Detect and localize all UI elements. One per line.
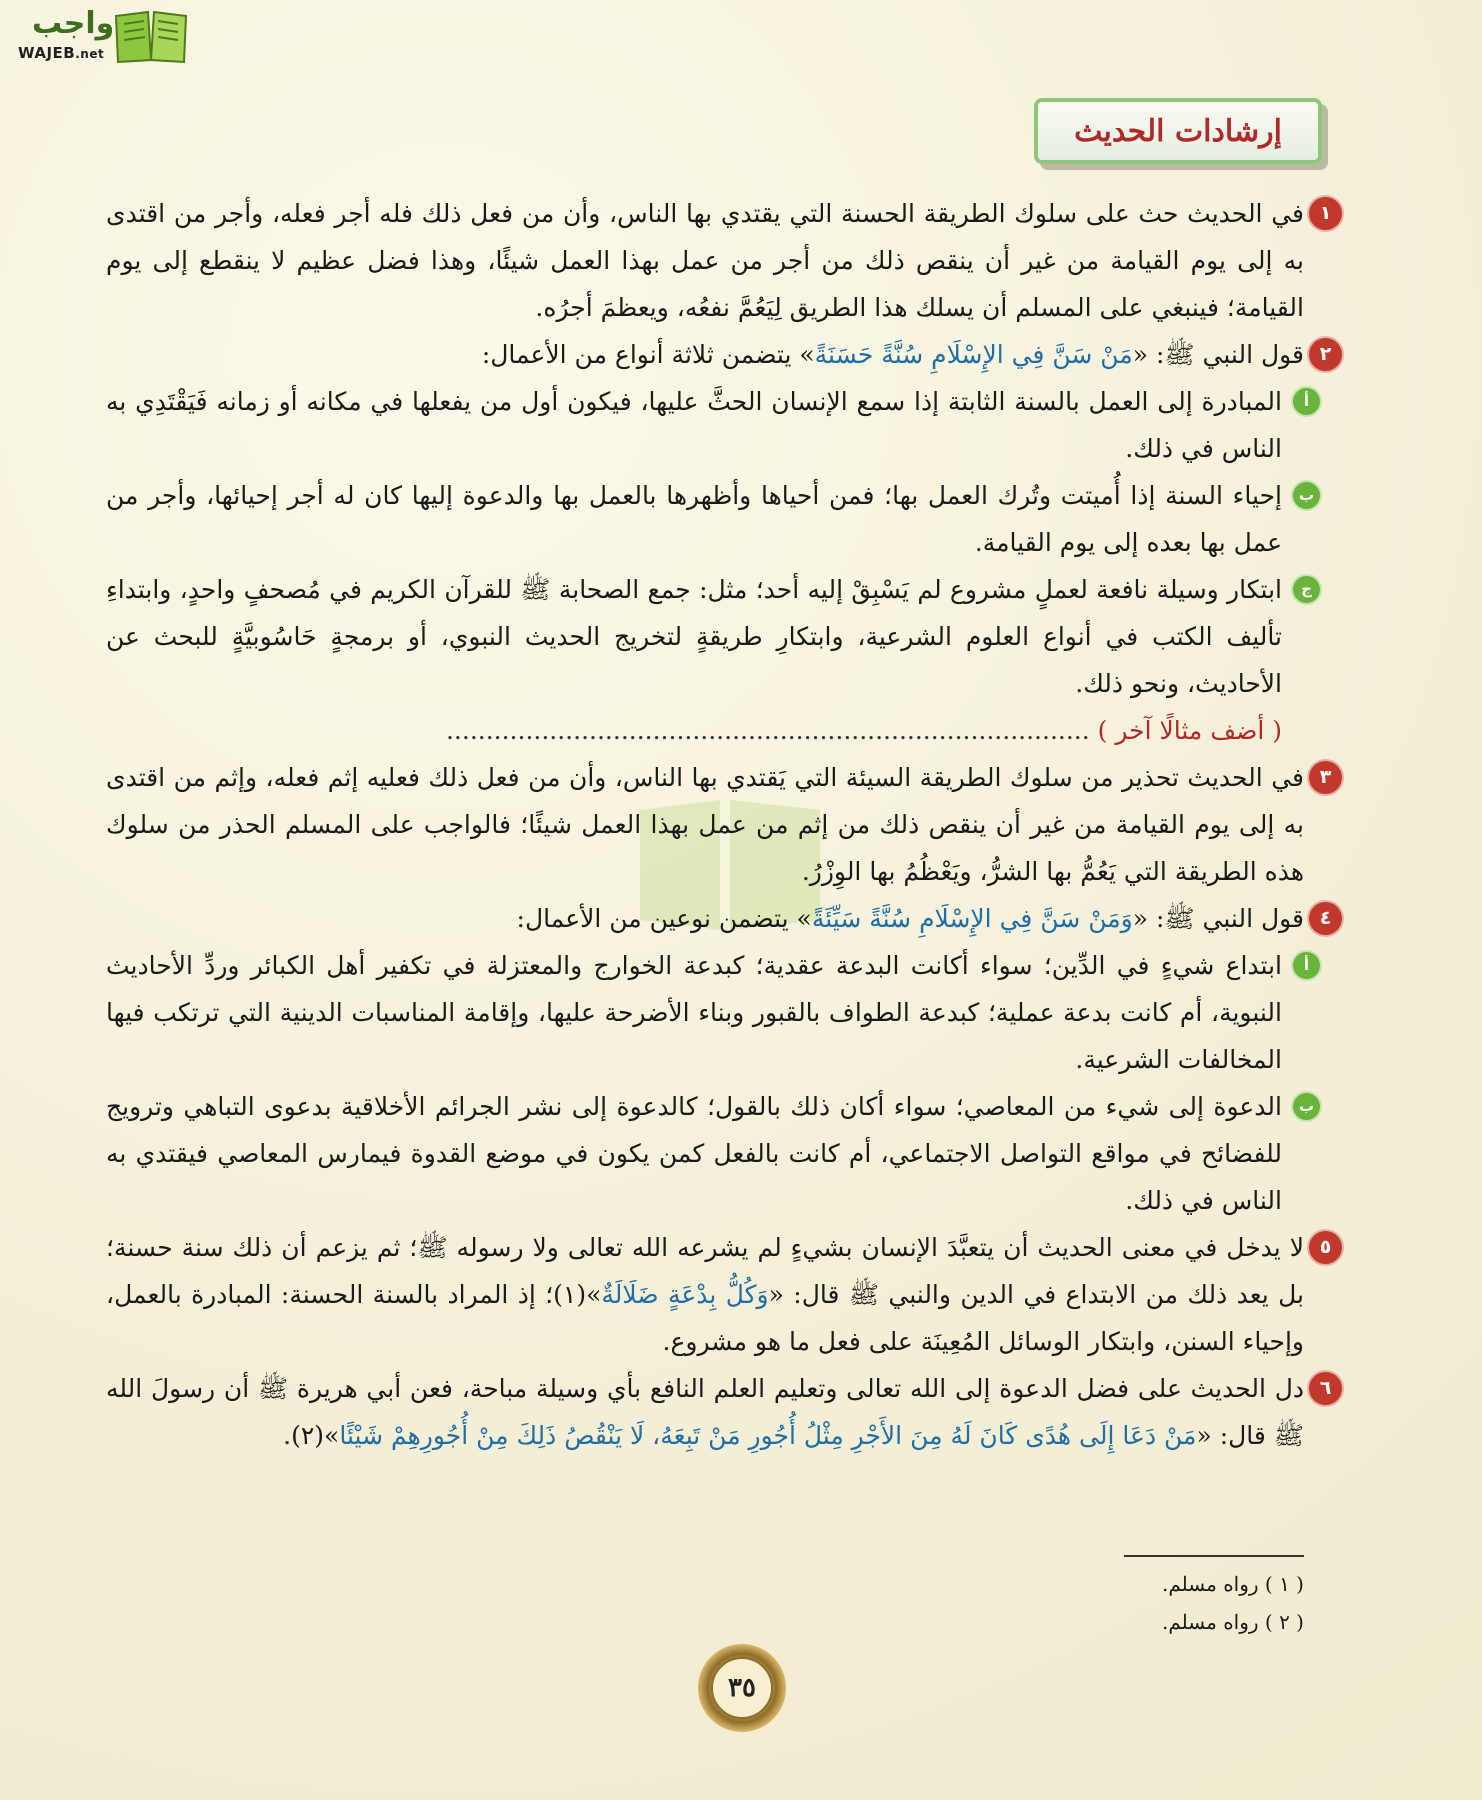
section-title: إرشادات الحديث <box>1034 98 1322 164</box>
page-number-badge <box>698 1644 786 1732</box>
logo-arabic-text: واجب <box>32 6 115 41</box>
item-number-badge: ٥ <box>1309 1231 1342 1264</box>
item-text: لا يدخل في معنى الحديث أن يتعبَّدَ الإنسان بشيءٍ لم يشرعه الله تعالى ولا رسوله ﷺ؛ ثم يزعم أن ذلك سنة حسنة؛ بل يعد ذلك من الابتداع في الدين والنبي ﷺ قال: «وَكُلُّ بِدْعَةٍ ضَلَالَةٌ»(١)؛ إذ المراد بالسنة الحسنة: المبادرة بالعمل، وإحياء السنن، وابتكار الوسائل المُعِينَة على فعل ما هو مشروع. <box>106 1233 1304 1356</box>
item-number-badge: ١ <box>1309 197 1342 230</box>
item-text: دل الحديث على فضل الدعوة إلى الله تعالى وتعليم العلم النافع بأي وسيلة مباحة، فعن أبي هريرة ﷺ أن رسولَ الله ﷺ قال: «مَنْ دَعَا إِلَى هُدًى كَانَ لَهُ مِنَ الأَجْرِ مِثْلُ أُجُورِ مَنْ تَبِعَهُ، لَا يَنْقُصُ ذَلِكَ مِنْ أُجُورِهِمْ شَيْئًا»(٢). <box>106 1374 1304 1450</box>
sub-item-a <box>106 942 1310 1083</box>
sub-letter-badge: أ <box>1293 952 1320 979</box>
item-text: في الحديث تحذير من سلوك الطريقة السيئة التي يَقتدي بها الناس، وأن من فعل ذلك فعليه إثم فعله، وإثم من اقتدى به إلى يوم القيامة من غير أن ينقص ذلك من إثم من عمل بهذا العمل شيئًا؛ فالواجب على المسلم الحذر من سلوك هذه الطريقة التي يَعُمُّ بها الشرُّ، ويَعْظُمُ بها الوِزْرُ. <box>106 763 1304 886</box>
logo-latin-text: WAJEB.net <box>18 44 105 62</box>
sub-letter-badge: أ <box>1293 388 1320 415</box>
item-number-badge: ٦ <box>1309 1372 1342 1405</box>
guidance-item-6 <box>106 1365 1332 1459</box>
guidance-item-4 <box>106 895 1332 1224</box>
guidance-item-5 <box>106 1224 1332 1365</box>
sub-item-c <box>106 566 1312 754</box>
sub-item-text: ابتكار وسيلة نافعة لعملٍ مشروع لم يَسْبِقْ إليه أحد؛ مثل: جمع الصحابة ﷺ للقرآن الكريم في مُصحفٍ واحدٍ، وابتداءِ تأليف الكتب في أنواع العلوم الشرعية، وابتكارِ طريقةٍ لتخريج الحديث النبوي، أو برمجةٍ حَاسُوبيَّةٍ للبحث عن الأحاديث، ونحو ذلك. <box>106 575 1282 698</box>
answer-dotted-line[interactable]: ................................................................................. <box>445 716 1090 745</box>
guidance-item-3 <box>106 754 1332 895</box>
page-number: ٣٥ <box>711 1657 773 1719</box>
sub-item-text: المبادرة إلى العمل بالسنة الثابتة إذا سمع الإنسان الحثَّ عليها، فيكون أول من يفعلها في مكانه أو زمانه فَيَقْتَدِي به الناس في ذلك. <box>106 387 1282 463</box>
add-example-prompt[interactable]: ( أضف مثالًا آخر ) ................................................................................. <box>445 716 1282 745</box>
sub-item-b <box>106 472 1315 566</box>
book-logo-icon <box>112 6 190 66</box>
wajeb-logo[interactable] <box>10 6 190 68</box>
item-number-badge: ٢ <box>1309 338 1342 371</box>
item-text: قول النبي ﷺ: «وَمَنْ سَنَّ فِي الإِسْلَامِ سُنَّةً سَيِّئَةً» يتضمن نوعين من الأعمال: <box>516 904 1304 933</box>
sub-item-text: إحياء السنة إذا أُميتت وتُرك العمل بها؛ فمن أحياها وأظهرها بالعمل بها والدعوة إليها كان له أجر إحيائها، وأجر من عمل بها بعده إلى يوم القيامة. <box>106 481 1282 557</box>
hadith-quote: مَنْ سَنَّ فِي الإِسْلَامِ سُنَّةً حَسَنَةً <box>814 340 1133 369</box>
footnote-1: ( ١ ) رواه مسلم. <box>1162 1572 1304 1596</box>
content-area <box>106 190 1332 1459</box>
hadith-quote: وَمَنْ سَنَّ فِي الإِسْلَامِ سُنَّةً سَيِّئَةً <box>811 904 1133 933</box>
footnotes <box>1162 1565 1304 1641</box>
hadith-quote: وَكُلُّ بِدْعَةٍ ضَلَالَةٌ <box>601 1280 769 1309</box>
sub-letter-badge: ج <box>1293 576 1320 603</box>
sub-item-b <box>106 1083 1315 1224</box>
sub-item-a <box>106 378 1310 472</box>
sub-item-text: ابتداع شيءٍ في الدِّين؛ سواء أكانت البدعة عقدية؛ كبدعة الخوارج والمعتزلة في تكفير أهل الكبائر وردِّ الأحاديث النبوية، أم كانت بدعة عملية؛ كبدعة الطواف بالقبور وبناء الأضرحة عليها، وإقامة المناسبات الدينية التي ترتكب فيها المخالفات الشرعية. <box>106 951 1282 1074</box>
footnote-divider <box>1124 1555 1304 1557</box>
item-number-badge: ٣ <box>1309 761 1342 794</box>
item-text: في الحديث حث على سلوك الطريقة الحسنة التي يقتدي بها الناس، وأن من فعل ذلك فله أجر فعله، وأجر من اقتدى به إلى يوم القيامة من غير أن ينقص ذلك من أجر من عمل بهذا العمل شيئًا، وهذا فضل عظيم لا ينقطع إلى يوم القيامة؛ فينبغي على المسلم أن يسلك هذا الطريق لِيَعُمَّ نفعُه، ويعظمَ أجرُه. <box>106 199 1305 322</box>
item-number-badge: ٤ <box>1309 902 1342 935</box>
hadith-quote: مَنْ دَعَا إِلَى هُدًى كَانَ لَهُ مِنَ الأَجْرِ مِثْلُ أُجُورِ مَنْ تَبِعَهُ، لَا يَنْقُصُ ذَلِكَ مِنْ أُجُورِهِمْ شَيْئًا <box>339 1421 1197 1450</box>
sub-item-text: الدعوة إلى شيء من المعاصي؛ سواء أكان ذلك بالقول؛ كالدعوة إلى نشر الجرائم الأخلاقية بدعوى التباهي وترويج للفضائح في مواقع التواصل الاجتماعي، أم كانت بالفعل كمن يكون في موضع القدوة فيمارس المعاصي فيقتدي به الناس في ذلك. <box>106 1092 1282 1215</box>
footnote-2: ( ٢ ) رواه مسلم. <box>1162 1610 1304 1634</box>
item-text: قول النبي ﷺ: «مَنْ سَنَّ فِي الإِسْلَامِ سُنَّةً حَسَنَةً» يتضمن ثلاثة أنواع من الأعمال: <box>481 340 1304 369</box>
sub-letter-badge: ب <box>1293 1093 1320 1120</box>
guidance-item-2 <box>106 331 1332 754</box>
sub-letter-badge: ب <box>1293 482 1320 509</box>
guidance-item-1 <box>106 190 1332 331</box>
